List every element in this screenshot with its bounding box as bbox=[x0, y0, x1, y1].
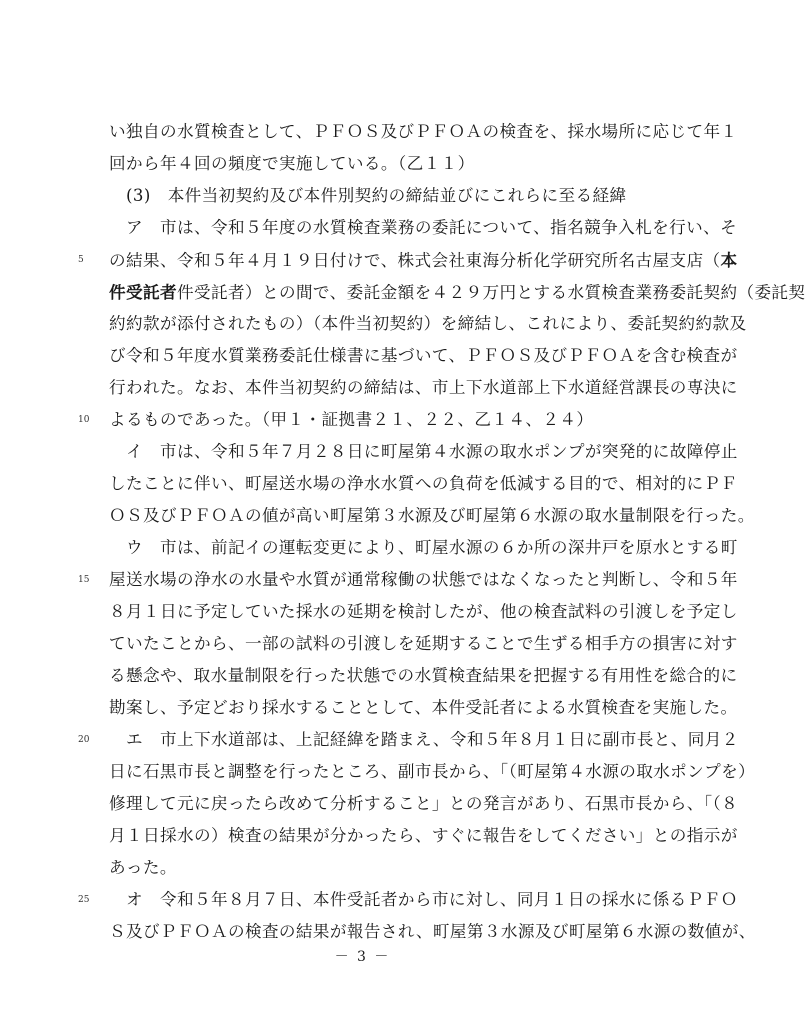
text-line: したことに伴い、町屋送水場の浄水水質への負荷を低減する目的で、相対的にＰＦ bbox=[109, 474, 738, 493]
text-line: 行われた。なお、本件当初契約の締結は、市上下水道部上下水道経営課長の専決に bbox=[109, 378, 738, 397]
line-number: 10 bbox=[78, 415, 90, 425]
text-fragment: 件受託者）との間で、委託金額を４２９万円とする水質検査業務委託契約（委託契 bbox=[176, 283, 805, 302]
text-line: ていたことから、一部の試料の引渡しを延期することで生ずる相手方の損害に対す bbox=[109, 634, 738, 653]
text-line: Ｓ及びＰＦＯＡの検査の結果が報告され、町屋第３水源及び町屋第６水源の数値が、 bbox=[109, 922, 756, 941]
bold-term: 本 bbox=[720, 250, 738, 270]
text-line: ア 市は、令和５年度の水質検査業務の委託について、指名競争入札を行い、そ bbox=[109, 218, 738, 237]
text-line: 屋送水場の浄水の水量や水質が通常稼働の状態ではなくなったと判断し、令和５年 bbox=[109, 570, 738, 589]
text-line: る懸念や、取水量制限を行った状態での水質検査結果を把握する有用性を総合的に bbox=[109, 666, 738, 685]
text-line: イ 市は、令和５年７月２８日に町屋第４水源の取水ポンプが突発的に故障停止 bbox=[109, 442, 738, 461]
text-line: ＯＳ及びＰＦＯＡの値が高い町屋第３水源及び町屋第６水源の取水量制限を行った。 bbox=[109, 506, 755, 525]
text-line bbox=[109, 245, 738, 275]
text-line: 日に石黒市長と調整を行ったところ、副市長から、「（町屋第４水源の取水ポンプを） bbox=[109, 762, 756, 781]
text-line: オ 令和５年８月７日、本件受託者から市に対し、同月１日の採水に係るＰＦＯ bbox=[109, 890, 738, 909]
text-line: 約約款が添付されたもの）（本件当初契約）を締結し、これにより、委託契約約款及 bbox=[109, 314, 747, 333]
bold-term: 件受託者 bbox=[109, 282, 177, 302]
text-line: 回から年４回の頻度で実施している。（乙１１） bbox=[109, 154, 475, 173]
line-number: 20 bbox=[78, 735, 90, 745]
line-number: 15 bbox=[78, 575, 90, 585]
text-line: ウ 市は、前記イの運転変更により、町屋水源の６か所の深井戸を原水とする町 bbox=[109, 538, 738, 557]
page-number: － 3 － bbox=[334, 949, 391, 965]
section-heading: (3) 本件当初契約及び本件別契約の締結並びにこれらに至る経緯 bbox=[109, 186, 627, 205]
line-number: 5 bbox=[78, 255, 84, 265]
text-line: ８月１日に予定していた採水の延期を検討したが、他の検査試料の引渡しを予定し bbox=[109, 602, 738, 621]
text-line: 勘案し、予定どおり採水することとして、本件受託者による水質検査を実施した。 bbox=[109, 698, 738, 717]
text-fragment: の結果、令和５年４月１９日付けで、株式会社東海分析化学研究所名古屋支店（ bbox=[109, 251, 721, 270]
text-line: び令和５年度水質業務委託仕様書に基づいて、ＰＦＯＳ及びＰＦＯＡを含む検査が bbox=[109, 346, 738, 365]
text-line: エ 市上下水道部は、上記経緯を踏まえ、令和５年８月１日に副市長と、同月２ bbox=[109, 730, 739, 749]
text-line: よるものであった。（甲１・証拠書２１、２２、乙１４、２４） bbox=[109, 410, 594, 429]
text-line: あった。 bbox=[109, 858, 177, 877]
line-number: 25 bbox=[78, 895, 90, 905]
text-line: 月１日採水の）検査の結果が分かったら、すぐに報告をしてください」との指示が bbox=[109, 826, 738, 845]
text-line bbox=[109, 277, 805, 307]
text-line: 修理して元に戻ったら改めて分析すること」との発言があり、石黒市長から、「（８ bbox=[109, 794, 739, 813]
text-line: い独自の水質検査として、ＰＦＯＳ及びＰＦＯＡの検査を、採水場所に応じて年１ bbox=[109, 122, 738, 141]
